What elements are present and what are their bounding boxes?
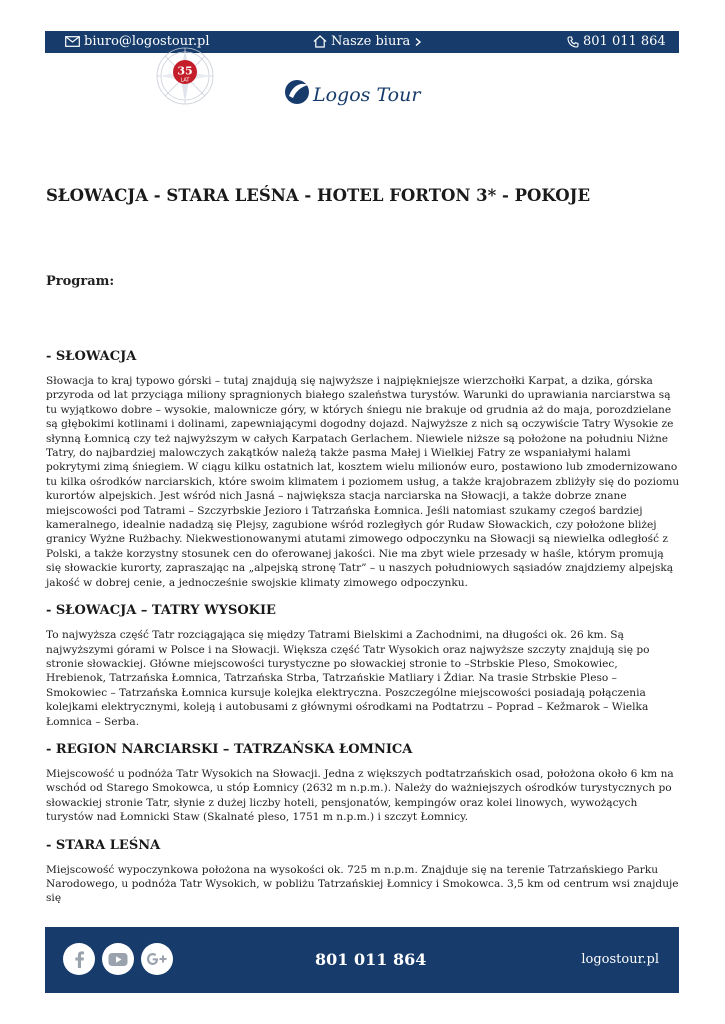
- badge-subtext: LAT: [180, 77, 190, 84]
- section-region-narciarski: [46, 742, 680, 825]
- facebook-button[interactable]: [63, 943, 95, 975]
- envelope-icon: [65, 36, 80, 47]
- section-slowacja: [46, 349, 680, 590]
- google-plus-button[interactable]: [141, 943, 173, 975]
- section-heading: - SŁOWACJA: [46, 349, 137, 364]
- youtube-icon: [108, 952, 128, 967]
- section-heading: - SŁOWACJA – TATRY WYSOKIE: [46, 603, 276, 619]
- section-text: Miejscowość u podnóża Tatr Wysokich na Słowacji. Jedna z większych podtatrzańskich osad, położona około 6 km na wschód od Starego Smokowca, u stóp Łomnicy (2632 m n.p.m.). Należy do ważniejszych ośrodków turystycznych po słowackiej stronie Tatr, słynie z dużej liczby hoteli, pensjonatów, kempingów oraz kolei linowych, wywożących turystów nad Łomnicki Staw (Skalnaté pleso, 1751 m n.p.m.) i szczyt Łomnicy.: [46, 767, 674, 824]
- offices-link[interactable]: [313, 34, 422, 49]
- section-text: Miejscowość wypoczynkowa położona na wysokości ok. 725 m n.p.m. Znajduje się na terenie Tatrzańskiego Parku Narodowego, u podnóża Tatr Wysokich, w pobliżu Tatrzańskiej Łomnicy i Smokowca. 3,5 km od centrum wsi znajduje się: [46, 863, 679, 905]
- page-title: SŁOWACJA - STARA LEŚNA - HOTEL FORTON 3* - POKOJE: [46, 186, 591, 205]
- phone-link[interactable]: [567, 34, 666, 49]
- footer-phone[interactable]: 801 011 864: [315, 950, 427, 969]
- section-stara-lesna: [46, 838, 680, 906]
- home-icon: [313, 35, 327, 48]
- section-heading: - STARA LEŚNA: [46, 837, 161, 853]
- email-link[interactable]: [65, 34, 210, 49]
- offices-text: Nasze biura: [331, 34, 411, 49]
- section-tatry-wysokie: [46, 603, 680, 729]
- top-contact-bar: [45, 31, 679, 53]
- logo-text: Logos Tour: [313, 84, 421, 106]
- logos-tour-logo: [284, 76, 421, 116]
- program-label: Program:: [46, 274, 115, 289]
- badge-number: 35: [177, 64, 193, 78]
- section-heading: - REGION NARCIARSKI – TATRZAŃSKA ŁOMNICA: [46, 741, 413, 757]
- section-text: Słowacja to kraj typowo górski – tutaj znajdują się najwyższe i najpiękniejsze wierzchołki Karpat, a dzika, górska przyroda od lat przyciąga miliony spragnionych białego szaleństwa turystów. Warunki do uprawiania narciarstwa są tu wyjątkowo dobre – wysokie, malownicze góry, w których śniegu nie brakuje od grudnia aż do maja, porozdzielane są głębokimi kotlinami i dolinami, zapewniającymi dogodny dojazd. Najwyższe z nich są oczywiście Tatry Wysokie ze słynną Łomnicą czy też najwyższym w całych Karpatach Gerlachem. Niewiele niższe są położone na południu Niżne Tatry, do najbardziej malowczych zakątków należą także pasma Małej i Wielkiej Fatry ze wspaniałymi halami pokrytymi zimą śniegiem. W ciągu kilku ostatnich lat, kosztem wielu milionów euro, postawiono lub zmodernizowano tu kilka ośrodków narciarskich, które swoim klimatem i poziomem usług, a także krajobrazem zbliżyły się do poziomu kurortów alpejskich. Jest wśród nich Jasná – największa stacja narciarska na Słowacji, a także dobrze znane miejscowości pod Tatrami – Szczyrbskie Jezioro i Tatrzańska Łomnica. Jeśli natomiast szukamy czegoś bardziej kameralnego, idealnie nadadzą się Plejsy, zagubione wśród rozległych gór Rudaw Słowackich, czy położone bliżej granicy Wyżne Rużbachy. Niekwestionowanymi atutami zimowego odpoczynku na Słowacji są niewielka odległość z Polski, a także korzystny stosunek cen do oferowanej jakości. Nie ma zbyt wiele przesady w haśle, którym promują się słowackie kurorty, zapraszając na „alpejską stronę Tatr” – u naszych południowych sąsiadów znajdziemy alpejską jakość w dobrej cenie, a jednocześnie swojskie klimaty zimowego odpoczynku.: [46, 375, 680, 589]
- chevron-right-icon: [414, 37, 422, 47]
- youtube-button[interactable]: [102, 943, 134, 975]
- footer-website[interactable]: logostour.pl: [581, 952, 659, 967]
- phone-icon: [567, 36, 579, 48]
- facebook-icon: [72, 950, 86, 968]
- phone-text: 801 011 864: [583, 34, 666, 49]
- program-content: [46, 349, 680, 919]
- anniversary-badge-logo: [144, 52, 226, 114]
- email-text: biuro@logostour.pl: [84, 34, 210, 49]
- footer-bar: [45, 927, 679, 993]
- google-plus-icon: [146, 952, 168, 966]
- section-text: To najwyższa część Tatr rozciągająca się między Tatrami Bielskimi a Zachodnimi, na długości ok. 26 km. Są najwyższymi górami w Polsce i na Słowacji. Większa część Tatr Wysokich oraz najwyższe szczyty znajdują się po stronie słowackiej. Główne miejscowości turystyczne po słowackiej stronie to –Strbskie Pleso, Smokowiec, Hrebienok, Tatrzańska Łomnica, Tatrzańska Strba, Tatrzańskie Matliary i Żdiar. Na trasie Strbskie Pleso – Smokowiec – Tatrzańska Łomnica kursuje kolejka elektryczna. Poszczególne miejscowości posiadają połączenia kolejkami elektrycznymi, koleją i autobusami z głównymi ośrodkami na Podtatrzu – Poprad – Kežmarok – Wielka Łomnica – Serba.: [46, 629, 650, 728]
